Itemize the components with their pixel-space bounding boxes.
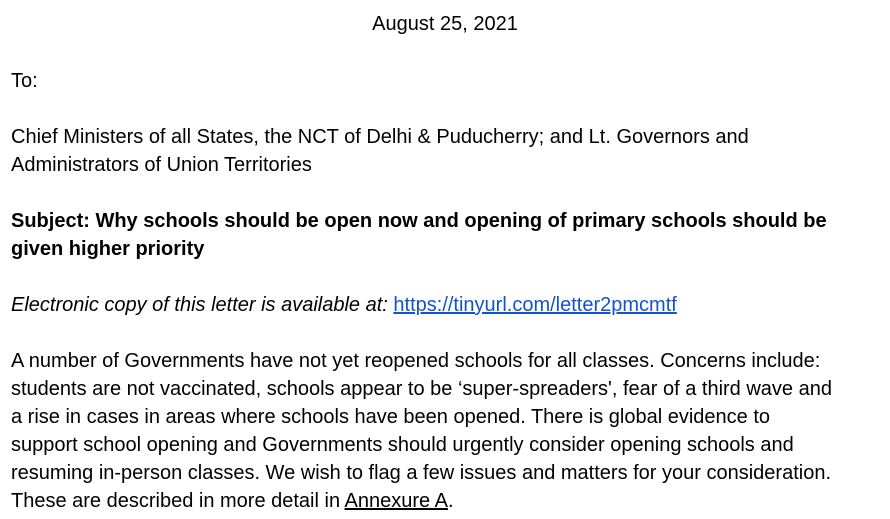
body-line-6-prefix: These are described in more detail in — [11, 490, 345, 512]
body-line-6 — [11, 487, 454, 515]
to-label: To: — [11, 70, 38, 92]
recipients-line-2: Administrators of Union Territories — [11, 154, 312, 176]
body-line-2: students are not vaccinated, schools appear to be ‘super-spreaders', fear of a third wave and — [11, 378, 832, 400]
electronic-copy-line — [11, 291, 677, 319]
letter-date: August 25, 2021 — [372, 13, 518, 35]
electronic-copy-link[interactable]: https://tinyurl.com/letter2pmcmtf — [393, 294, 677, 316]
recipients-line-1: Chief Ministers of all States, the NCT of Delhi & Puducherry; and Lt. Governors and — [11, 126, 749, 148]
body-line-4: support school opening and Governments should urgently consider opening schools and — [11, 434, 794, 456]
body-line-3: a rise in cases in areas where schools have been opened. There is global evidence to — [11, 406, 770, 428]
body-line-6-suffix: . — [447, 490, 454, 512]
body-line-1: A number of Governments have not yet reopened schools for all classes. Concerns include: — [11, 350, 821, 372]
electronic-copy-text: Electronic copy of this letter is available at: — [11, 294, 394, 316]
body-line-5: resuming in-person classes. We wish to flag a few issues and matters for your consideration. — [11, 462, 831, 484]
subject-line-1: Subject: Why schools should be open now and opening of primary schools should be — [11, 210, 827, 232]
subject-line-2: given higher priority — [11, 238, 205, 260]
annexure-a-link[interactable]: Annexure A — [344, 490, 448, 512]
